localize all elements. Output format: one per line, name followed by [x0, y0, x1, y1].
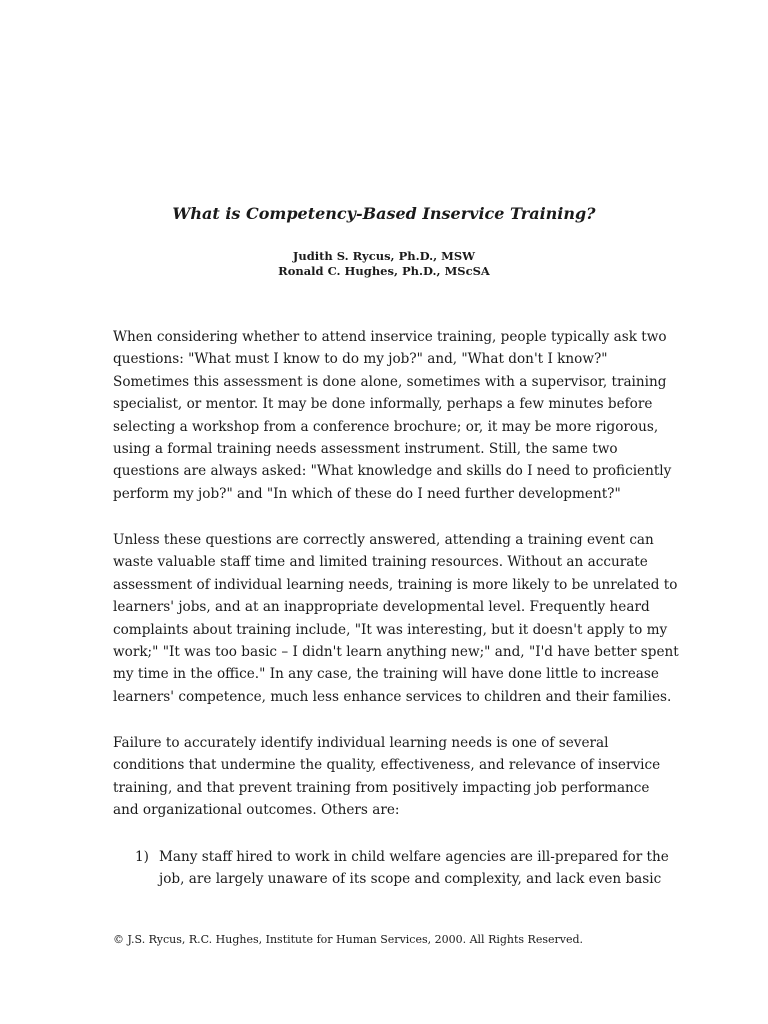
text-line: assessment of individual learning needs, training is more likely to be unrelated to	[113, 576, 678, 593]
text-line: using a formal training needs assessment instrument. Still, the same two	[113, 441, 618, 458]
copyright-footer: © J.S. Rycus, R.C. Hughes, Institute for Human Services, 2000. All Rights Reserved.	[113, 933, 584, 946]
text-line: questions: "What must I know to do my job?" and, "What don't I know?"	[113, 351, 608, 368]
text-line: job, are largely unaware of its scope and complexity, and lack even basic	[159, 871, 662, 888]
text-line: Failure to accurately identify individual learning needs is one of several	[113, 735, 609, 751]
author-name: Ronald C. Hughes, Ph.D., MScSA	[278, 264, 490, 278]
author-block	[0, 249, 768, 279]
text-line: perform my job?" and "In which of these do I need further development?"	[113, 485, 621, 502]
text-line: learners' competence, much less enhance services to children and their families.	[113, 688, 672, 705]
list-item-text	[159, 846, 669, 891]
author-name: Judith S. Rycus, Ph.D., MSW	[292, 249, 476, 263]
text-line: training, and that prevent training from positively impacting job performance	[113, 779, 650, 796]
text-line: Unless these questions are correctly answered, attending a training event can	[113, 532, 654, 548]
paragraph	[113, 732, 673, 822]
paragraph	[113, 529, 679, 708]
document-title: What is Competency-Based Inservice Training?	[172, 204, 596, 223]
text-line: and organizational outcomes. Others are:	[113, 802, 400, 819]
text-line: complaints about training include, "It was interesting, but it doesn't apply to my	[113, 621, 668, 638]
text-line: Sometimes this assessment is done alone, sometimes with a supervisor, training	[113, 373, 667, 390]
text-line: waste valuable staff time and limited training resources. Without an accurate	[113, 554, 648, 571]
text-line: Many staff hired to work in child welfare agencies are ill-prepared for the	[159, 849, 669, 865]
text-line: my time in the office." In any case, the training will have done little to increase	[113, 666, 659, 683]
paragraph	[113, 326, 673, 505]
text-line: conditions that undermine the quality, effectiveness, and relevance of inservice	[113, 757, 661, 774]
text-line: When considering whether to attend inservice training, people typically ask two	[113, 329, 667, 345]
text-line: selecting a workshop from a conference brochure; or, it may be more rigorous,	[113, 418, 659, 435]
list-number: 1)	[135, 849, 149, 865]
text-line: questions are always asked: "What knowledge and skills do I need to proficiently	[113, 463, 672, 480]
text-line: work;" "It was too basic – I didn't learn anything new;" and, "I'd have better spent	[113, 644, 679, 661]
text-line: learners' jobs, and at an inappropriate developmental level. Frequently heard	[113, 599, 650, 616]
text-line: specialist, or mentor. It may be done informally, perhaps a few minutes before	[113, 396, 653, 413]
